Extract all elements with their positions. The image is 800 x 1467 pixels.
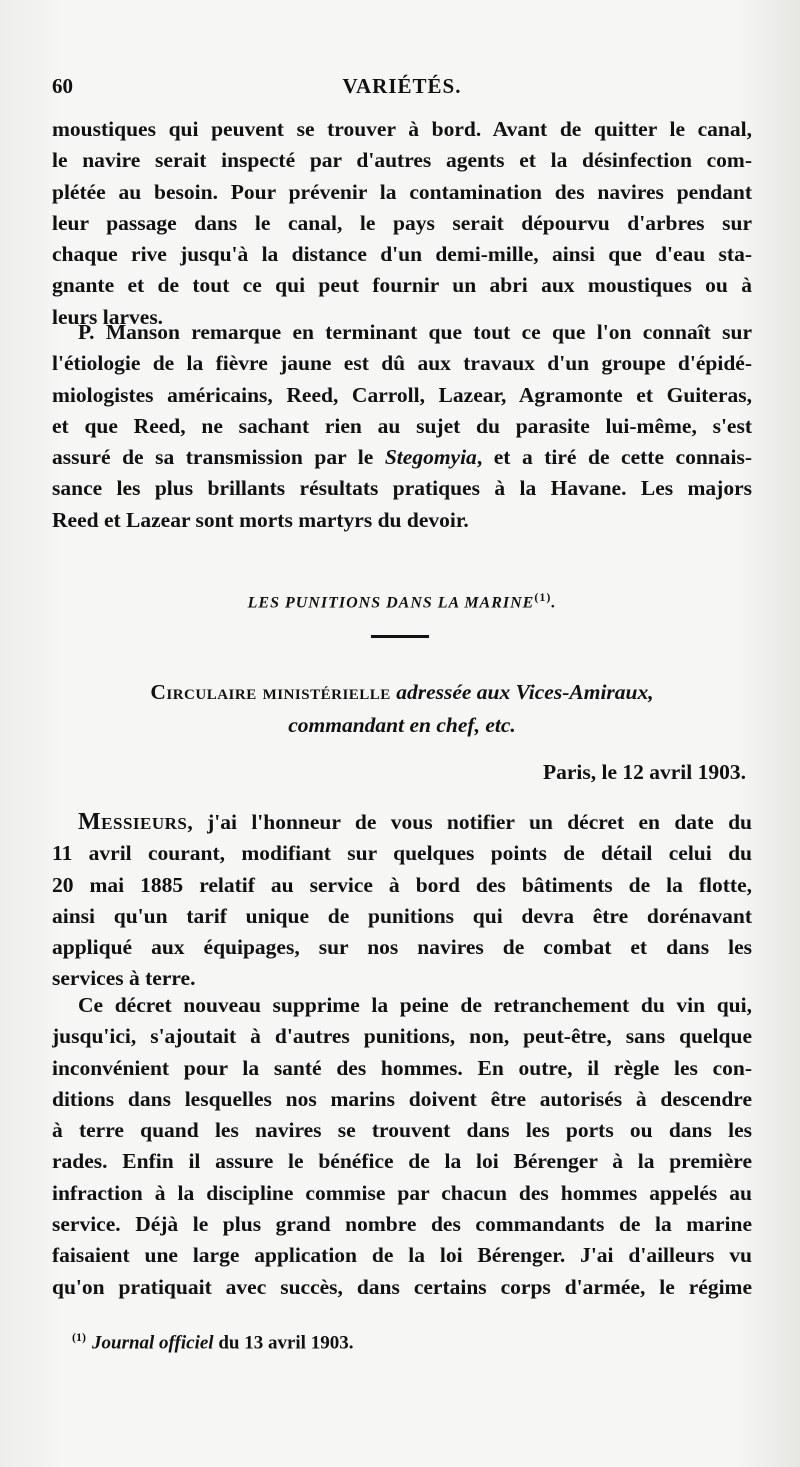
text-segment: , j'ai l'honneur de vous notifier un décret en date du (187, 810, 752, 834)
paragraph-manson (52, 317, 752, 536)
text-line: jusqu'ici, s'ajoutait à d'autres punitions, non, peut-être, sans quelque (52, 1024, 752, 1049)
text-line: Reed et Lazear sont morts martyrs du devoir. (52, 507, 469, 532)
text-segment: assuré de sa transmission par le (52, 445, 374, 470)
text-line: P. Manson remarque en terminant que tout ce que l'on connaît sur (78, 320, 752, 344)
paragraph-decret (52, 990, 752, 1303)
circulaire-line (52, 676, 752, 709)
text-line: chaque rive jusqu'à la distance d'un demi-mille, ainsi que d'eau sta- (52, 242, 752, 267)
text-line: leurs larves. (52, 304, 164, 329)
text-segment: , et a tiré de cette connais- (476, 445, 752, 470)
text-line: 11 avril courant, modifiant sur quelques points de détail celui du (52, 841, 752, 866)
dateline: Paris, le 12 avril 1903. (542, 760, 746, 784)
text-line: appliqué aux équipages, sur nos navires de combat et dans les (52, 935, 752, 960)
footnote-reference: (1) (534, 590, 552, 604)
text-line: service. Déjà le plus grand nombre des commandants de la marine (52, 1212, 752, 1237)
paragraph-letter (52, 807, 752, 995)
text-line: inconvénient pour la santé des hommes. En outre, il règle les con- (52, 1055, 752, 1080)
text-line: Ce décret nouveau supprime la peine de retranchement du vin qui, (78, 993, 752, 1017)
text-line: ditions dans lesquelles nos marins doivent être autorisés à descendre (52, 1086, 752, 1111)
text-line: à terre quand les navires se trouvent dans les ports ou dans les (52, 1118, 752, 1143)
italic-term: Stegomyia (384, 445, 477, 470)
text-line: le navire serait inspecté par d'autres agents et la désinfection com- (52, 148, 752, 173)
paragraph-moustiques (52, 114, 752, 333)
section-title-period: . (551, 594, 557, 612)
text-line: ainsi qu'un tarif unique de punitions qui devra être dorénavant (52, 903, 752, 928)
page-number: 60 (52, 74, 73, 98)
footnote (72, 1330, 752, 1354)
circulaire-line-2: commandant en chef, etc. (288, 713, 516, 737)
text-line: infraction à la discipline commise par chacun des hommes appelés au (52, 1180, 752, 1205)
circulaire-italic: adressée aux Vices-Amiraux, (396, 680, 654, 704)
text-line: gnante et de tout ce qui peut fournir un abri aux moustiques ou à (52, 273, 752, 298)
text-line: qu'on pratiquait avec succès, dans certains corps d'armée, le régime (52, 1274, 752, 1299)
text-line (52, 442, 752, 473)
section-heading (52, 590, 752, 612)
text-line: 20 mai 1885 relatif au service à bord des bâtiments de la flotte, (52, 872, 752, 897)
running-header (52, 74, 752, 108)
text-line (52, 807, 752, 838)
section-rule (371, 635, 429, 638)
text-line: l'étiologie de la fièvre jaune est dû aux travaux d'un groupe d'épidé- (52, 351, 752, 376)
footnote-mark: (1) (72, 1330, 86, 1344)
section-title-text: LES PUNITIONS DANS LA MARINE (247, 594, 535, 612)
running-title: VARIÉTÉS. (342, 74, 462, 98)
text-line: miologistes américains, Reed, Carroll, Lazear, Agramonte et Guiteras, (52, 382, 752, 407)
footnote-text: du 13 avril 1903. (213, 1332, 354, 1354)
text-line: rades. Enfin il assure le bénéfice de la loi Bérenger à la première (52, 1149, 752, 1174)
text-line: sance les plus brillants résultats pratiques à la Havane. Les majors (52, 476, 752, 501)
text-line: faisaient une large application de la loi Bérenger. J'ai d'ailleurs vu (52, 1243, 752, 1268)
text-line: plétée au besoin. Pour prévenir la contamination des navires pendant (52, 179, 752, 204)
circulaire-prefix: Circulaire ministérielle (150, 680, 391, 704)
text-line: et que Reed, ne sachant rien au sujet du parasite lui-même, s'est (52, 413, 752, 438)
footnote-source: Journal officiel (92, 1332, 214, 1354)
text-line: leur passage dans le canal, le pays serait dépourvu d'arbres sur (52, 210, 752, 235)
text-line: services à terre. (52, 966, 196, 991)
text-line: moustiques qui peuvent se trouver à bord. Avant de quitter le canal, (52, 117, 752, 141)
circulaire-heading (52, 676, 752, 742)
salutation: Messieurs (78, 809, 188, 835)
